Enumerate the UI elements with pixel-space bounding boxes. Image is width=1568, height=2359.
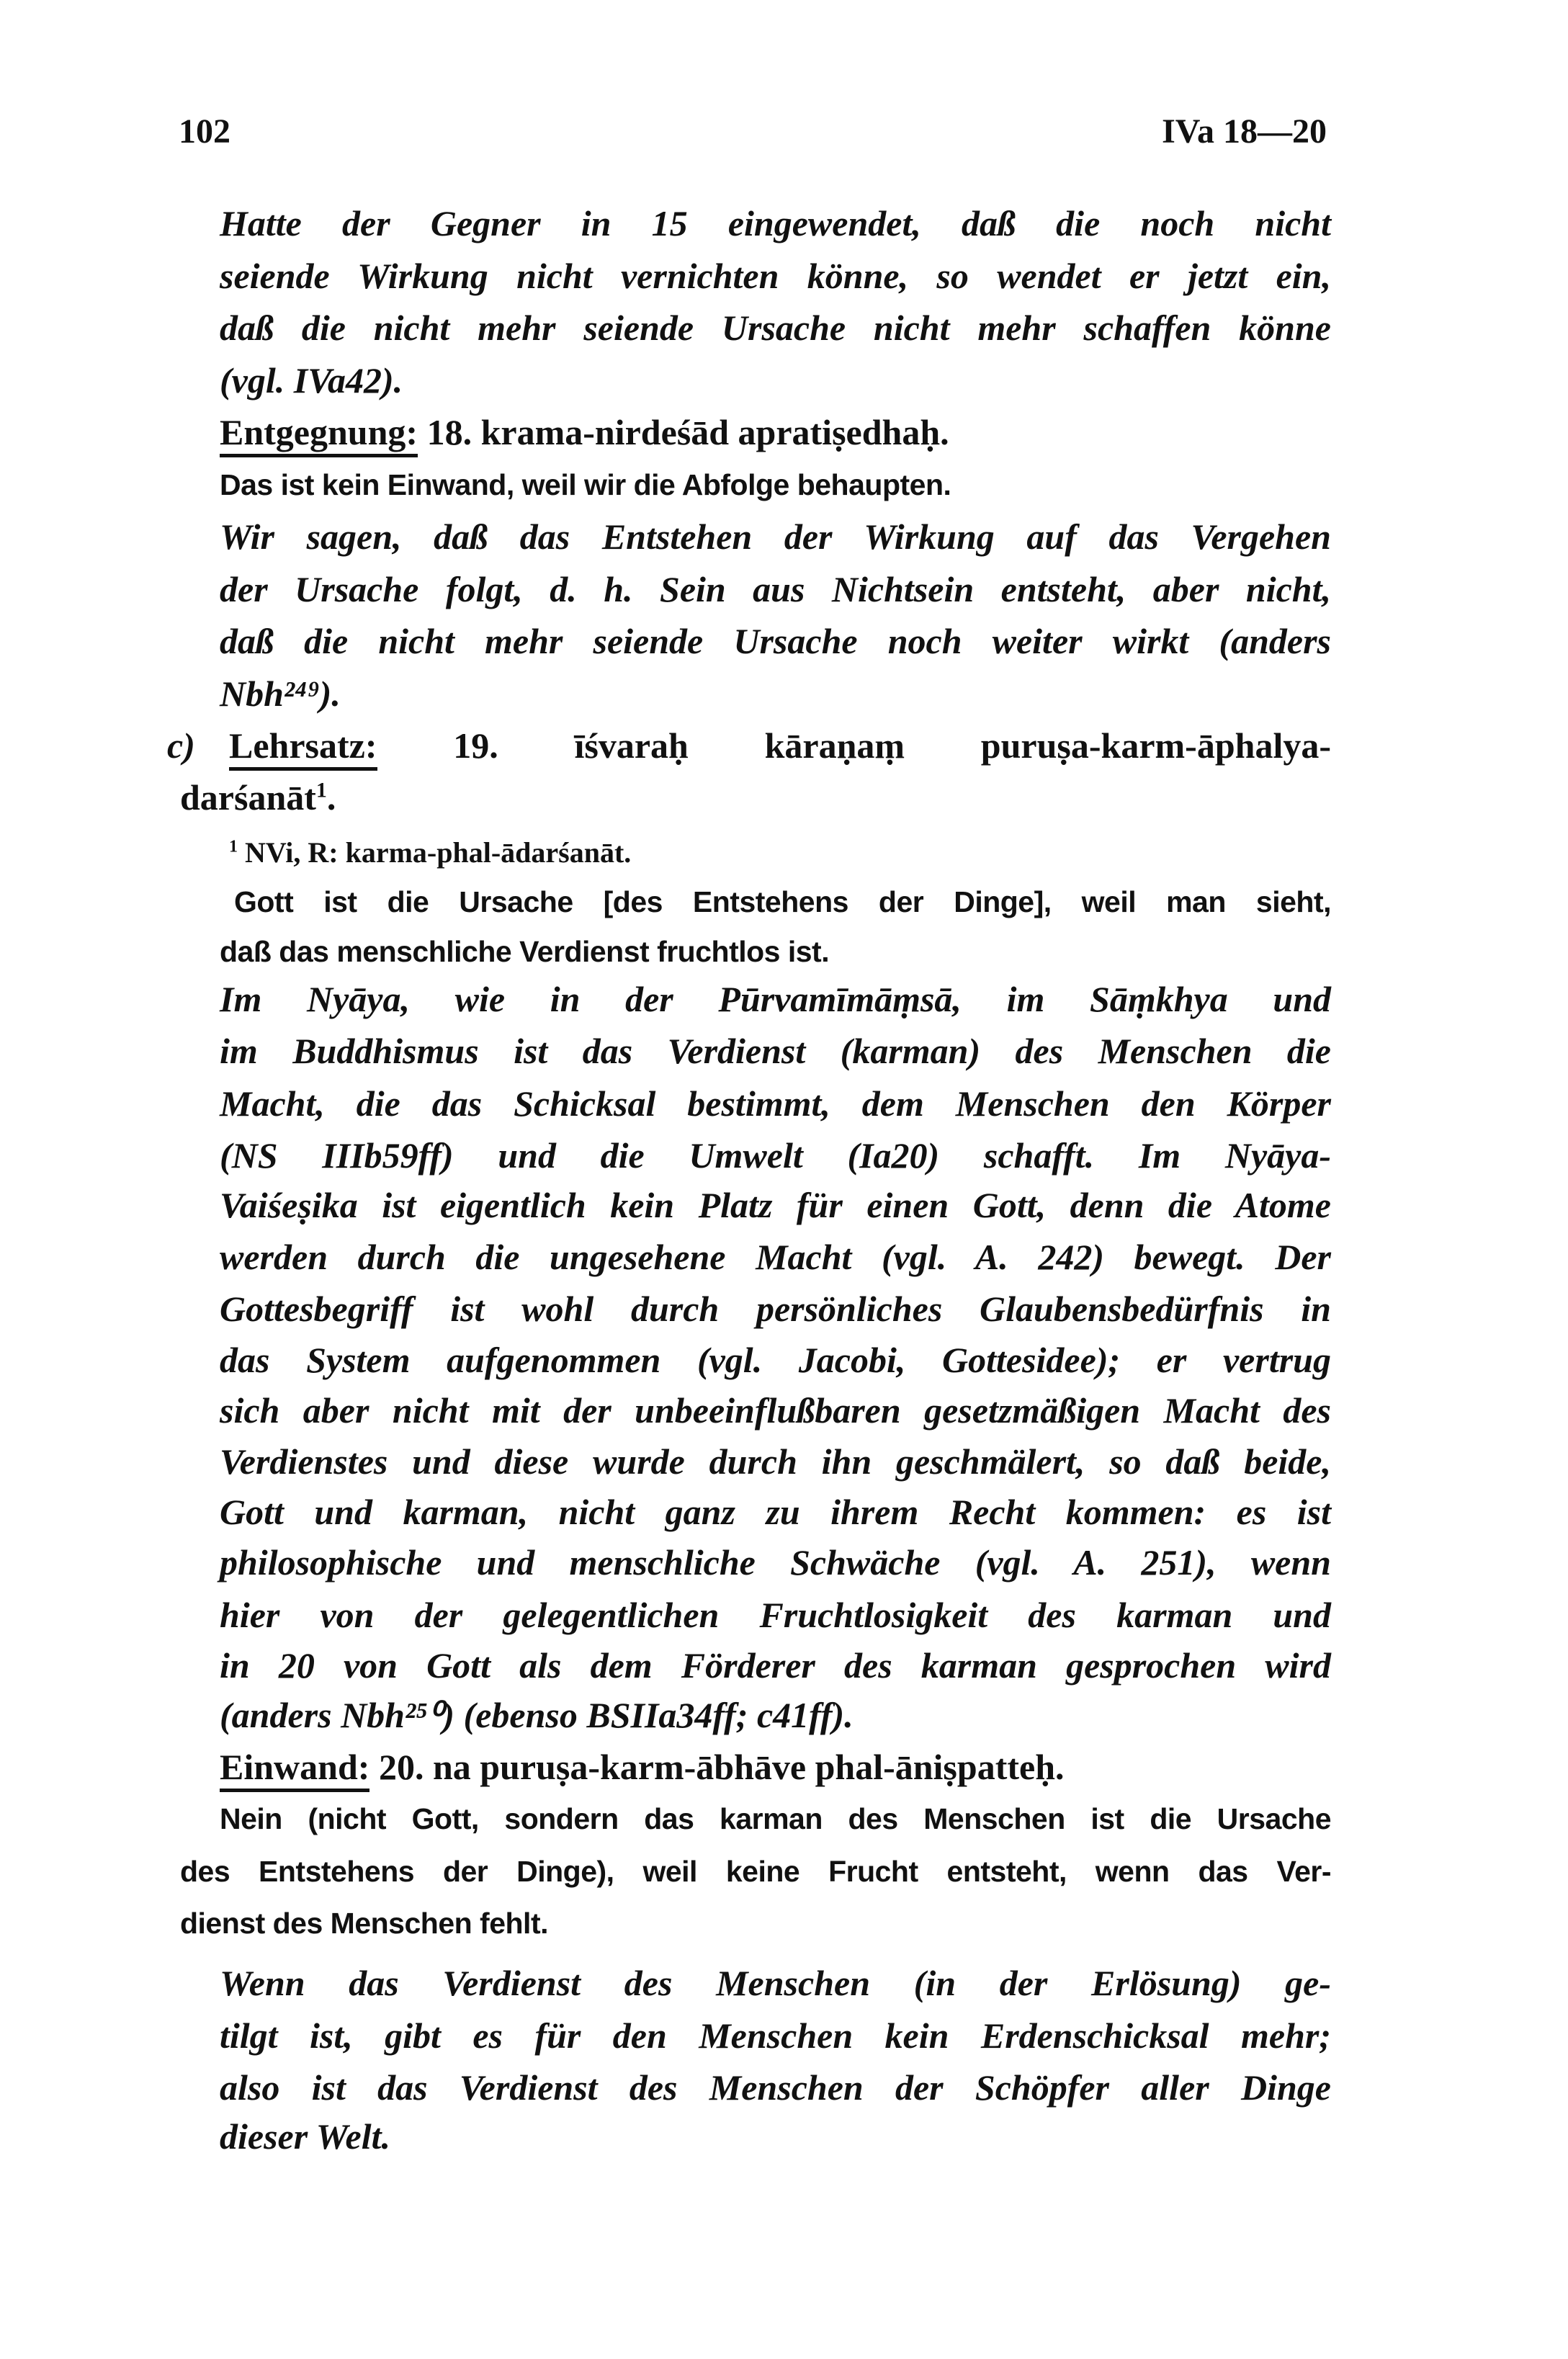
text-line: seiende Wirkung nicht vernichten könne, so wendet er jetzt ein,: [220, 256, 1331, 296]
text-line: (vgl. IVa42).: [220, 360, 403, 400]
translation-line: dienst des Menschen fehlt.: [180, 1907, 548, 1940]
text-line: also ist das Verdienst des Menschen der Schöpfer aller Dinge: [220, 2067, 1331, 2108]
text-line: (NS IIIb59ff) und die Umwelt (Ia20) schafft. Im Nyāya-: [220, 1135, 1331, 1176]
sutra-20: [220, 1745, 1331, 1789]
text-line: Wenn das Verdienst des Menschen (in der Erlösung) ge-: [220, 1963, 1331, 2003]
text-line: Im Nyāya, wie in der Pūrvamīmāṃsā, im Sāṃkhya und: [220, 979, 1331, 1019]
text-line: Macht, die das Schicksal bestimmt, dem Menschen den Körper: [220, 1083, 1331, 1124]
sutra-19: [229, 724, 1331, 767]
translation-line: daß das menschliche Verdienst fruchtlos ist.: [220, 935, 830, 968]
text-line: in 20 von Gott als dem Förderer des karman gesprochen wird: [220, 1645, 1331, 1686]
text-line: daß die nicht mehr seiende Ursache noch weiter wirkt (anders: [220, 621, 1331, 661]
text-line: (anders Nbh²⁵⁰) (ebenso BSIIa34ff; c41ff).: [220, 1695, 854, 1735]
text-line: Nbh²⁴⁹).: [220, 673, 341, 714]
section-marker: c): [167, 725, 195, 766]
punctuation: .: [326, 777, 336, 818]
sutra-label: Einwand:: [220, 1747, 369, 1792]
sutra-label: Lehrsatz:: [229, 725, 377, 771]
sutra-label: Entgegnung:: [220, 412, 418, 457]
sutra-text: darśanāt: [180, 777, 316, 818]
text-line: sich aber nicht mit der unbeeinflußbaren gesetzmäßigen Macht des: [220, 1390, 1331, 1431]
text-line: im Buddhismus ist das Verdienst (karman) des Menschen die: [220, 1031, 1331, 1071]
translation-line: Das ist kein Einwand, weil wir die Abfolge behaupten.: [220, 468, 951, 501]
sutra-text: 20. na puruṣa-karm-ābhāve phal-āniṣpatteḥ.: [378, 1747, 1065, 1787]
translation-line: Gott ist die Ursache [des Entstehens der Dinge], weil man sieht,: [234, 885, 1331, 918]
footnote: [229, 831, 1340, 874]
text-line: hier von der gelegentlichen Fruchtlosigkeit des karman und: [220, 1595, 1331, 1635]
text-line: werden durch die ungesehene Macht (vgl. A. 242) bewegt. Der: [220, 1237, 1331, 1277]
page-number: 102: [179, 112, 230, 151]
text-line: Verdienstes und diese wurde durch ihn geschmälert, so daß beide,: [220, 1441, 1331, 1482]
section-reference: IVa 18—20: [1162, 112, 1327, 151]
text-line: dieser Welt.: [220, 2116, 391, 2157]
sutra-19-continuation: [180, 776, 1291, 819]
text-line: philosophische und menschliche Schwäche (vgl. A. 251), wenn: [220, 1542, 1331, 1583]
text-line: tilgt ist, gibt es für den Menschen kein Erdenschicksal mehr;: [220, 2015, 1331, 2056]
text-line: daß die nicht mehr seiende Ursache nicht mehr schaffen könne: [220, 308, 1331, 348]
text-line: Gottesbegriff ist wohl durch persönliches Glaubensbedürfnis in: [220, 1289, 1331, 1329]
footnote-text: NVi, R: karma-phal-ādarśanāt.: [245, 836, 632, 869]
translation-line: des Entstehens der Dinge), weil keine Frucht entsteht, wenn das Ver-: [180, 1855, 1331, 1888]
text-line: das System aufgenommen (vgl. Jacobi, Gottesidee); er vertrug: [220, 1340, 1331, 1380]
text-line: Vaiśeṣika ist eigentlich kein Platz für einen Gott, denn die Atome: [220, 1185, 1331, 1225]
translation-line: Nein (nicht Gott, sondern das karman des Menschen ist die Ursache: [220, 1802, 1331, 1835]
sutra-18: [220, 411, 1331, 454]
text-line: der Ursache folgt, d. h. Sein aus Nichtsein entsteht, aber nicht,: [220, 569, 1331, 609]
text-line: Wir sagen, daß das Entstehen der Wirkung auf das Vergehen: [220, 516, 1331, 557]
footnote-ref: 1: [315, 778, 327, 802]
sutra-text: 19. īśvaraḥ kāraṇaṃ puruṣa-karm-āphalya-: [453, 725, 1331, 766]
text-line: Hatte der Gegner in 15 eingewendet, daß die noch nicht: [220, 203, 1331, 243]
sutra-text: 18. krama-nirdeśād apratiṣedhaḥ.: [426, 412, 949, 452]
footnote-mark: 1: [229, 837, 238, 856]
text-line: Gott und karman, nicht ganz zu ihrem Recht kommen: es ist: [220, 1492, 1331, 1532]
